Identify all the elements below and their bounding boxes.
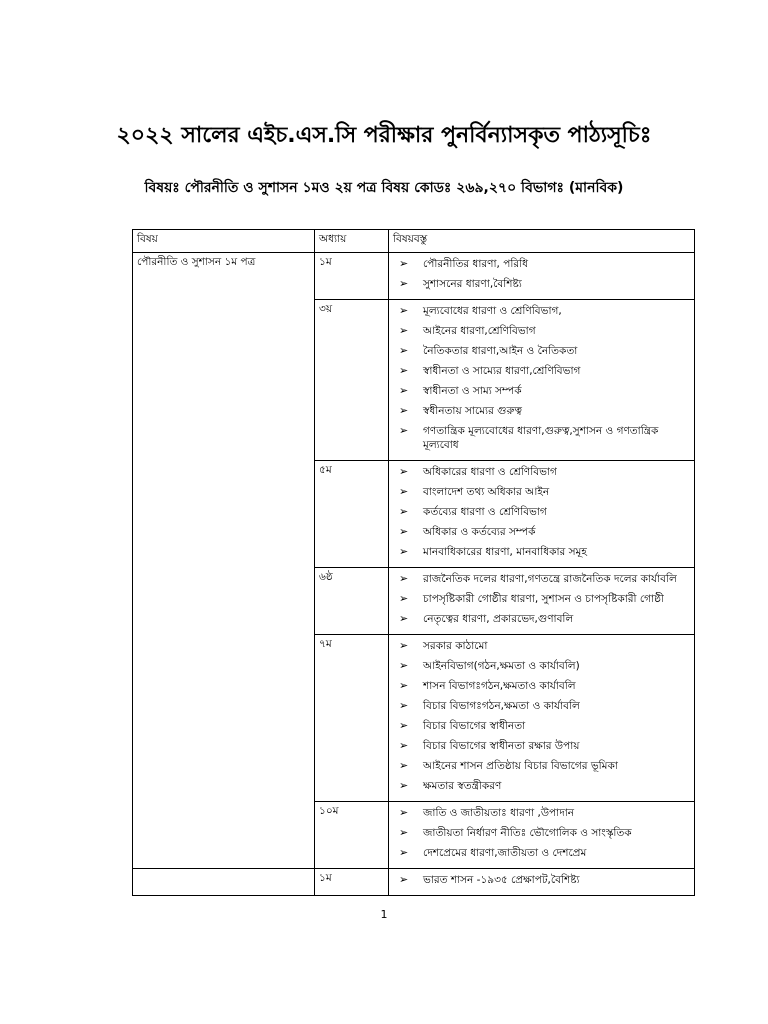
arrow-bullet-icon: ➢ <box>399 485 409 498</box>
topic-item <box>393 304 690 318</box>
topic-text: জাতি ও জাতীয়তাঃ ধারণা ,উপাদান <box>423 807 575 819</box>
topic-item <box>393 324 690 338</box>
arrow-bullet-icon: ➢ <box>399 344 409 357</box>
topic-text: আইনবিভাগ(গঠন,ক্ষমতা ও কার্যাবলি) <box>423 660 580 672</box>
topic-item <box>393 612 690 626</box>
topic-text: জাতীয়তা নির্ধারণ নীতিঃ ভৌগোলিক ও সাংস্কৃতিক <box>423 827 632 839</box>
topic-item <box>393 739 690 753</box>
topic-item <box>393 592 690 606</box>
syllabus-table <box>132 229 695 896</box>
topic-item <box>393 679 690 693</box>
topic-text: সরকার কাঠামো <box>423 640 488 652</box>
arrow-bullet-icon: ➢ <box>399 806 409 819</box>
topic-item <box>393 759 690 773</box>
topic-list <box>393 304 690 452</box>
chapter-cell: ১০ম <box>315 802 389 869</box>
table-row <box>133 869 695 896</box>
topic-item <box>393 719 690 733</box>
topic-list <box>393 465 690 559</box>
topic-item <box>393 384 690 398</box>
topic-item <box>393 344 690 358</box>
content-cell <box>389 300 695 461</box>
chapter-cell: ৩য় <box>315 300 389 461</box>
topic-text: ভারত শাসন -১৯৩৫ প্রেক্ষাপট,বৈশিষ্ট্য <box>423 874 580 886</box>
topic-item <box>393 257 690 271</box>
topic-text: কর্তব্যের ধারণা ও শ্রেণিবিভাগ <box>423 506 547 518</box>
topic-item <box>393 846 690 860</box>
page-number: 1 <box>380 908 388 921</box>
topic-item <box>393 826 690 840</box>
subject-cell: পৌরনীতি ও সুশাসন ১ম পত্র <box>133 253 315 869</box>
topic-list <box>393 639 690 793</box>
topic-item <box>393 572 690 586</box>
topic-text: গণতান্ত্রিক মূল্যবোধের ধারণা,গুরুত্ব,সুশাসন ও গণতান্ত্রিক মূল্যবোধ <box>423 425 659 451</box>
arrow-bullet-icon: ➢ <box>399 639 409 652</box>
arrow-bullet-icon: ➢ <box>399 465 409 478</box>
content-cell <box>389 869 695 896</box>
topic-text: চাপসৃষ্টিকারী গোষ্ঠীর ধারণা, সুশাসন ও চাপসৃষ্টিকারী গোষ্ঠী <box>423 593 664 605</box>
topic-text: নেতৃত্বের ধারণা, প্রকারভেদ,গুণাবলি <box>423 613 574 625</box>
topic-text: স্বাধীনতা ও সাম্য সম্পর্ক <box>423 385 522 397</box>
topic-text: পৌরনীতির ধারণা, পরিধি <box>423 258 529 270</box>
chapter-cell: ১ম <box>315 869 389 896</box>
arrow-bullet-icon: ➢ <box>399 592 409 605</box>
arrow-bullet-icon: ➢ <box>399 525 409 538</box>
topic-text: বাংলাদেশ তথ্য অধিকার আইন <box>423 486 550 498</box>
topic-text: আইনের ধারণা,শ্রেণিবিভাগ <box>423 325 536 337</box>
topic-item <box>393 277 690 291</box>
topic-text: শাসন বিভাগঃগঠন,ক্ষমতাও কার্যাবলি <box>423 680 576 692</box>
arrow-bullet-icon: ➢ <box>399 612 409 625</box>
chapter-cell: ১ম <box>315 253 389 300</box>
topic-item <box>393 806 690 820</box>
arrow-bullet-icon: ➢ <box>399 404 409 417</box>
content-cell <box>389 461 695 568</box>
topic-item <box>393 659 690 673</box>
table-row <box>133 253 695 300</box>
arrow-bullet-icon: ➢ <box>399 759 409 772</box>
arrow-bullet-icon: ➢ <box>399 545 409 558</box>
header-content: বিষয়বস্তু <box>389 230 695 253</box>
content-cell <box>389 568 695 635</box>
arrow-bullet-icon: ➢ <box>399 846 409 859</box>
topic-item <box>393 364 690 378</box>
topic-text: আইনের শাসন প্রতিষ্ঠায় বিচার বিভাগের ভূমিকা <box>423 760 618 772</box>
topic-text: অধিকার ও কর্তব্যের সম্পর্ক <box>423 526 536 538</box>
topic-item <box>393 485 690 499</box>
topic-list <box>393 572 690 626</box>
topic-text: মানবাধিকারের ধারণা, মানবাধিকার সমূহ <box>423 546 587 558</box>
topic-text: স্বধীনতায় সাম্যের গুরুত্ব <box>423 405 523 417</box>
topic-text: ক্ষমতার স্বতন্ত্রীকরণ <box>423 780 502 792</box>
syllabus-body <box>133 253 695 896</box>
topic-text: নৈতিকতার ধারণা,আইন ও নৈতিকতা <box>423 345 578 357</box>
subject-info: বিষয়ঃ পৌরনীতি ও সুশাসন ১মও ২য় পত্র বিষয় কোডঃ ২৬৯,২৭০ বিভাগঃ (মানবিক) <box>144 180 624 196</box>
arrow-bullet-icon: ➢ <box>399 257 409 270</box>
topic-text: বিচার বিভাগঃগঠন,ক্ষমতা ও কার্যাবলি <box>423 700 580 712</box>
chapter-cell: ৬ষ্ঠ <box>315 568 389 635</box>
arrow-bullet-icon: ➢ <box>399 779 409 792</box>
arrow-bullet-icon: ➢ <box>399 364 409 377</box>
header-subject: বিষয় <box>133 230 315 253</box>
subject-cell-empty <box>133 869 315 896</box>
arrow-bullet-icon: ➢ <box>399 324 409 337</box>
topic-text: বিচার বিভাগের স্বাধীনতা <box>423 720 526 732</box>
arrow-bullet-icon: ➢ <box>399 277 409 290</box>
topic-text: অধিকারের ধারণা ও শ্রেণিবিভাগ <box>423 466 557 478</box>
topic-item <box>393 873 690 887</box>
topic-list <box>393 873 690 887</box>
topic-text: রাজনৈতিক দলের ধারণা,গণতন্ত্রে রাজনৈতিক দলের কার্যাবলি <box>423 573 677 585</box>
arrow-bullet-icon: ➢ <box>399 505 409 518</box>
arrow-bullet-icon: ➢ <box>399 699 409 712</box>
chapter-cell: ৭ম <box>315 635 389 802</box>
arrow-bullet-icon: ➢ <box>399 679 409 692</box>
topic-item <box>393 404 690 418</box>
topic-item <box>393 545 690 559</box>
topic-item <box>393 505 690 519</box>
arrow-bullet-icon: ➢ <box>399 384 409 397</box>
arrow-bullet-icon: ➢ <box>399 719 409 732</box>
chapter-cell: ৫ম <box>315 461 389 568</box>
arrow-bullet-icon: ➢ <box>399 572 409 585</box>
topic-item <box>393 424 690 452</box>
header-chapter: অধ্যায় <box>315 230 389 253</box>
content-cell <box>389 635 695 802</box>
topic-text: দেশপ্রেমের ধারণা,জাতীয়তা ও দেশপ্রেম <box>423 847 587 859</box>
page-title: ২০২২ সালের এইচ.এস.সি পরীক্ষার পুনর্বিন্যাসকৃত পাঠ্যসূচিঃ <box>116 123 652 148</box>
topic-text: বিচার বিভাগের স্বাধীনতা রক্ষার উপায় <box>423 740 580 752</box>
arrow-bullet-icon: ➢ <box>399 826 409 839</box>
topic-item <box>393 525 690 539</box>
table-header-row <box>133 230 695 253</box>
content-cell <box>389 253 695 300</box>
topic-item <box>393 639 690 653</box>
topic-text: সুশাসনের ধারণা,বৈশিষ্ট্য <box>423 278 522 290</box>
topic-item <box>393 699 690 713</box>
topic-item <box>393 465 690 479</box>
arrow-bullet-icon: ➢ <box>399 739 409 752</box>
arrow-bullet-icon: ➢ <box>399 659 409 672</box>
topic-text: স্বাধীনতা ও সাম্যের ধারণা,শ্রেণিবিভাগ <box>423 365 581 377</box>
topic-list <box>393 806 690 860</box>
topic-list <box>393 257 690 291</box>
arrow-bullet-icon: ➢ <box>399 424 409 437</box>
topic-text: মূল্যবোধের ধারণা ও শ্রেণিবিভাগ, <box>423 305 562 317</box>
content-cell <box>389 802 695 869</box>
topic-item <box>393 779 690 793</box>
arrow-bullet-icon: ➢ <box>399 304 409 317</box>
arrow-bullet-icon: ➢ <box>399 873 409 886</box>
